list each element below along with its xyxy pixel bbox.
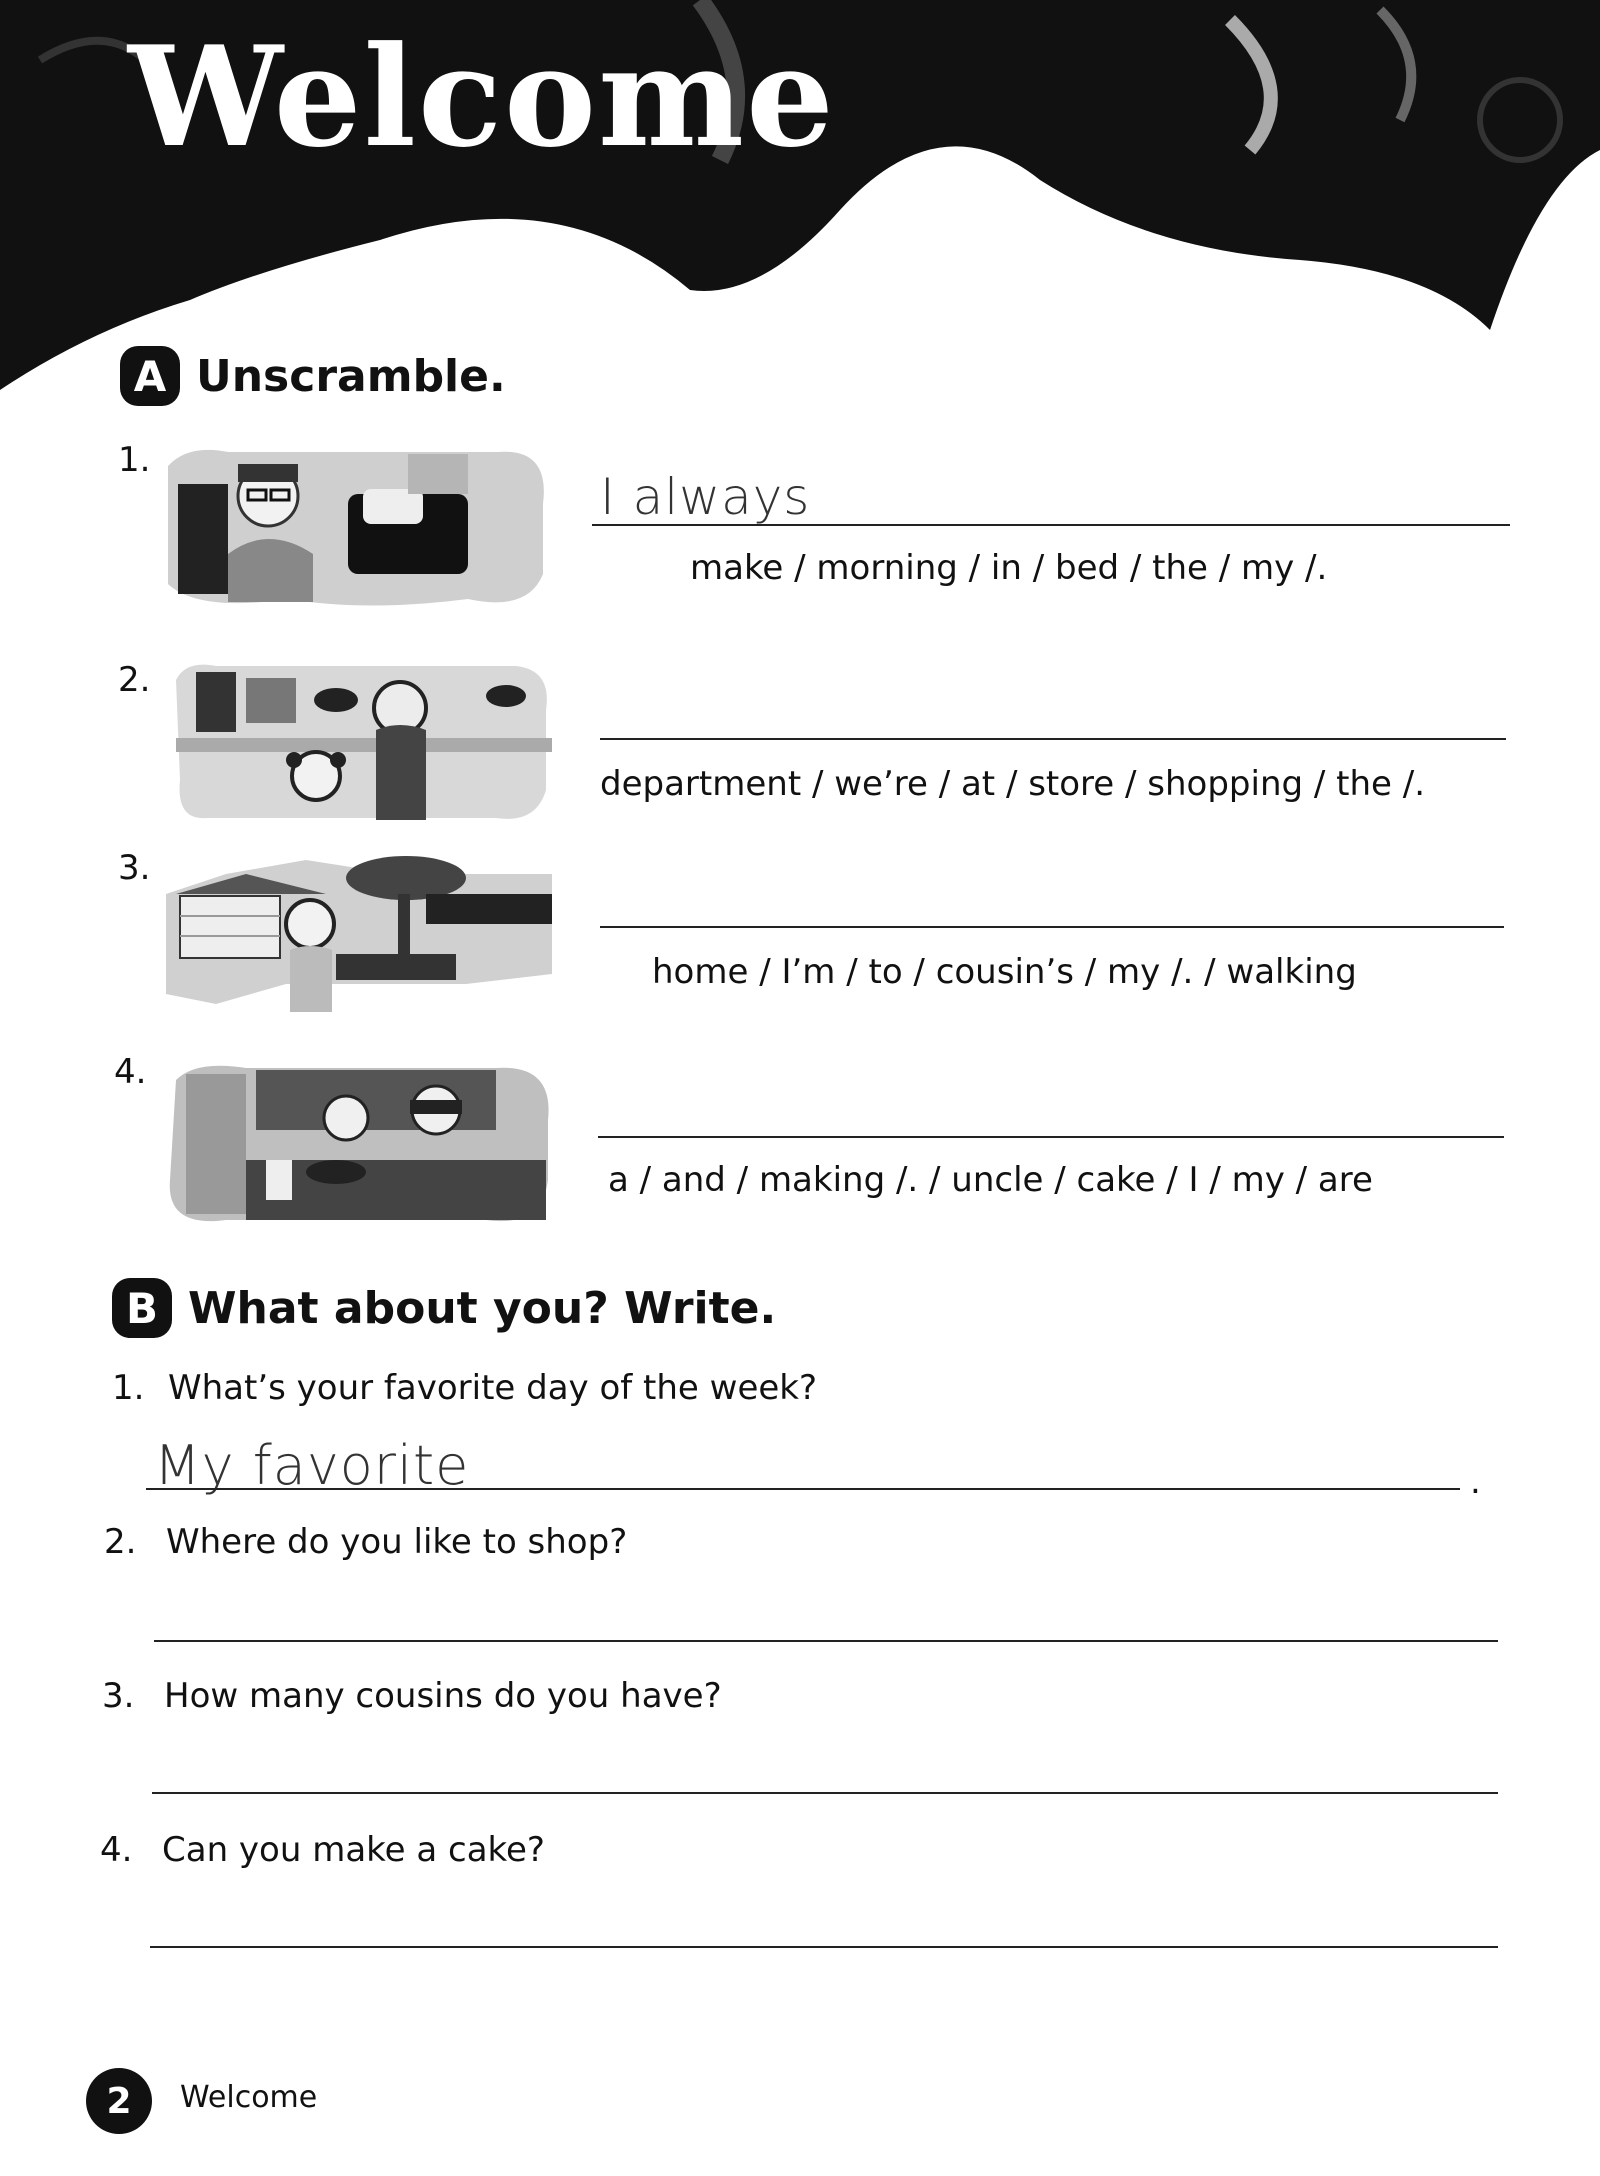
question-4-text: Can you make a cake? xyxy=(162,1830,545,1870)
question-2-text: Where do you like to shop? xyxy=(166,1522,628,1562)
section-b-badge: B xyxy=(112,1278,172,1338)
page-number-badge: 2 xyxy=(86,2068,152,2134)
item-3-scrambled-words: home / I’m / to / cousin’s / my /. / walking xyxy=(652,952,1357,992)
item-1-answer: I always xyxy=(600,468,811,526)
item-2-scrambled-words: department / we’re / at / store / shopping / the /. xyxy=(600,764,1426,804)
street-house-image xyxy=(166,854,552,1012)
item-2-answer-line xyxy=(600,738,1506,740)
item-1-answer-line xyxy=(592,524,1510,526)
question-3-text: How many cousins do you have? xyxy=(164,1676,722,1716)
item-3-number: 3. xyxy=(118,848,151,888)
section-a-title: Unscramble. xyxy=(196,350,506,402)
section-b-heading xyxy=(112,1278,776,1338)
item-1-number: 1. xyxy=(118,440,151,480)
question-3-answer-line xyxy=(152,1792,1498,1794)
item-1-scrambled-words: make / morning / in / bed / the / my /. xyxy=(690,548,1328,588)
question-1-text: What’s your favorite day of the week? xyxy=(168,1368,818,1408)
question-3-number: 3. xyxy=(102,1676,135,1716)
footer-label: Welcome xyxy=(180,2080,318,2115)
question-1-number: 1. xyxy=(112,1368,145,1408)
item-3-answer-line xyxy=(600,926,1504,928)
question-4-number: 4. xyxy=(100,1830,133,1870)
section-a-badge: A xyxy=(120,346,180,406)
question-2-answer-line xyxy=(154,1640,1498,1642)
section-b-title: What about you? Write. xyxy=(188,1282,777,1334)
question-1-answer-line xyxy=(146,1488,1460,1490)
section-a-heading xyxy=(120,346,506,406)
department-store-image xyxy=(176,660,552,824)
item-4-number: 4. xyxy=(114,1052,147,1092)
item-2-number: 2. xyxy=(118,660,151,700)
question-1-answer: My favorite xyxy=(154,1434,470,1497)
kitchen-cake-image xyxy=(166,1060,554,1228)
page-title: Welcome xyxy=(128,15,836,178)
question-1-end-mark: . xyxy=(1470,1462,1481,1502)
question-2-number: 2. xyxy=(104,1522,137,1562)
question-4-answer-line xyxy=(150,1946,1498,1948)
item-4-scrambled-words: a / and / making /. / uncle / cake / I / my / are xyxy=(608,1160,1373,1200)
boy-bedroom-image xyxy=(168,444,550,612)
item-4-answer-line xyxy=(598,1136,1504,1138)
